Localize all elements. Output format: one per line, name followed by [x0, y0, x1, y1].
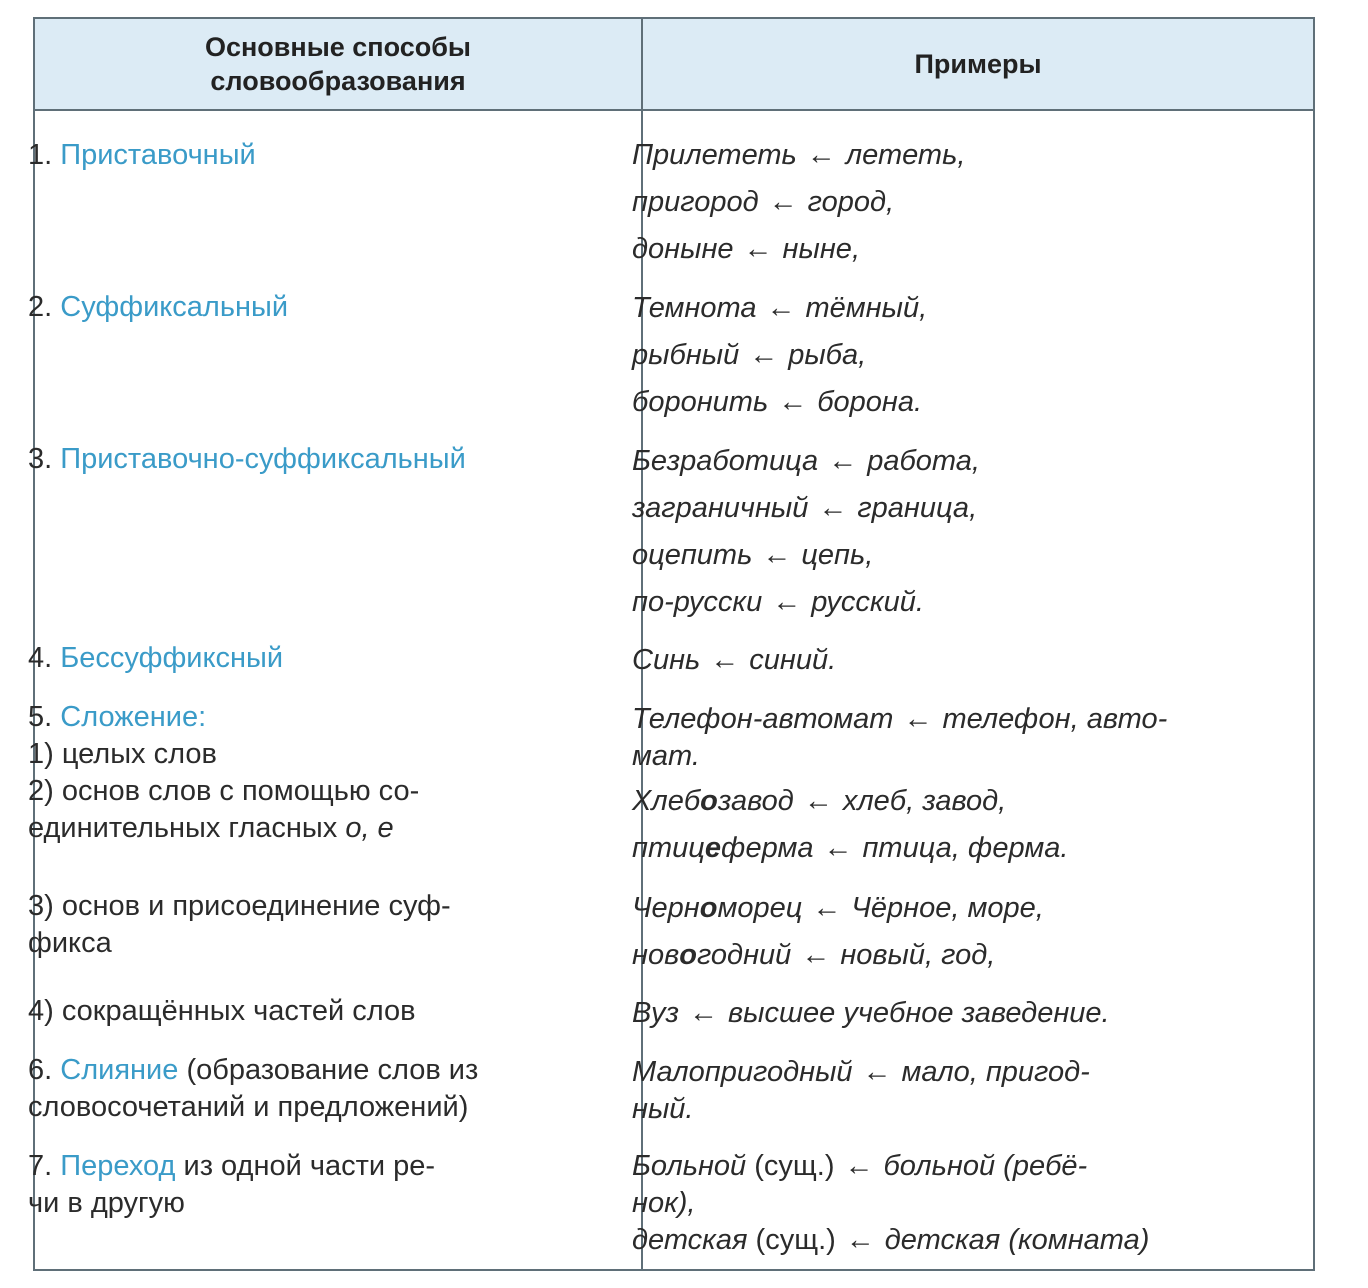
example-line: рыбный ← рыба,: [632, 339, 867, 371]
method-number: 2.: [28, 291, 53, 323]
example-line: пригород ← город,: [632, 186, 895, 218]
example-line: нок),: [632, 1187, 696, 1219]
sub-item-text: 3) основ и присоединение суф-: [28, 890, 451, 922]
examples-fusion: [632, 1054, 1262, 1128]
method-abbreviation: 4) сокращённых частей слов: [28, 995, 416, 1027]
example-line: по-русски ← русский.: [632, 586, 924, 618]
example-line: Темнота ← тёмный,: [632, 292, 928, 324]
method-number: 4.: [28, 642, 53, 674]
example-line: Телефон-автомат ← телефон, авто-: [632, 703, 1168, 735]
method-title-line: 7. Переход из одной части ре-: [28, 1150, 436, 1182]
example-line: Малопригодный ← мало, пригод-: [632, 1056, 1090, 1088]
method-compounding-suffix: [28, 888, 588, 962]
example-line: новогодний ← новый, год,: [632, 939, 996, 971]
example-line: заграничный ← граница,: [632, 492, 978, 524]
method-suffix: [28, 289, 588, 326]
examples-compounding-vowels: [632, 778, 1262, 872]
example-line: Вуз ← высшее учебное заведение.: [632, 997, 1110, 1029]
example-line: птицеферма ← птица, ферма.: [632, 832, 1069, 864]
example-line: Больной (сущ.) ← больной (ребё-: [632, 1150, 1088, 1182]
method-name: Суффиксальный: [60, 291, 289, 323]
method-name: Бессуффиксный: [60, 642, 284, 674]
example-line: Черноморец ← Чёрное, море,: [632, 892, 1044, 924]
examples-prefix: [632, 132, 1262, 273]
method-desc: чи в другую: [28, 1187, 185, 1219]
example-line: доныне ← ныне,: [632, 233, 860, 265]
examples-suffix: [632, 285, 1262, 426]
example-line: ный.: [632, 1093, 694, 1125]
sub-item-whole-words: 1) целых слов: [28, 738, 217, 770]
example-line: Синь ← синий.: [632, 644, 837, 676]
method-title-line: 6. Слияние (образование слов из: [28, 1054, 479, 1086]
method-compounding: [28, 699, 588, 847]
method-prefix: [28, 137, 588, 174]
method-number: 1.: [28, 139, 53, 171]
method-zero-suffix: [28, 640, 588, 677]
examples-compounding: [632, 701, 1262, 775]
method-number: 3.: [28, 443, 53, 475]
example-line: Прилететь ← лететь,: [632, 139, 966, 171]
example-line: детская (сущ.) ← детская (комната): [632, 1224, 1150, 1256]
sub-item-stems: 2) основ слов с помощью со-: [28, 775, 420, 807]
example-line: мат.: [632, 740, 700, 772]
example-line: оцепить ← цепь,: [632, 539, 874, 571]
method-desc: словосочетаний и предложений): [28, 1091, 469, 1123]
examples-conversion: [632, 1148, 1262, 1259]
header-examples: Примеры: [914, 49, 1042, 79]
examples-zero-suffix: [632, 637, 1262, 684]
sub-item-stems-cont: единительных гласных о, е: [28, 812, 394, 844]
method-name: Приставочный: [60, 139, 256, 171]
method-name: Приставочно-суффиксальный: [60, 443, 466, 475]
method-fusion: [28, 1052, 588, 1126]
header-methods: Основные способы словообразования: [204, 32, 471, 96]
method-prefix-suffix: [28, 441, 588, 478]
example-line: боронить ← борона.: [632, 386, 923, 418]
examples-abbreviation: [632, 990, 1262, 1037]
method-conversion: [28, 1148, 588, 1222]
sub-item-text: фикса: [28, 927, 112, 959]
table-header: [35, 19, 1313, 111]
example-line: Хлебозавод ← хлеб, завод,: [632, 785, 1007, 817]
examples-prefix-suffix: [632, 438, 1262, 626]
example-line: Безработица ← работа,: [632, 445, 980, 477]
examples-compounding-suffix: [632, 885, 1262, 979]
method-title-line: 5. Сложение:: [28, 701, 207, 733]
